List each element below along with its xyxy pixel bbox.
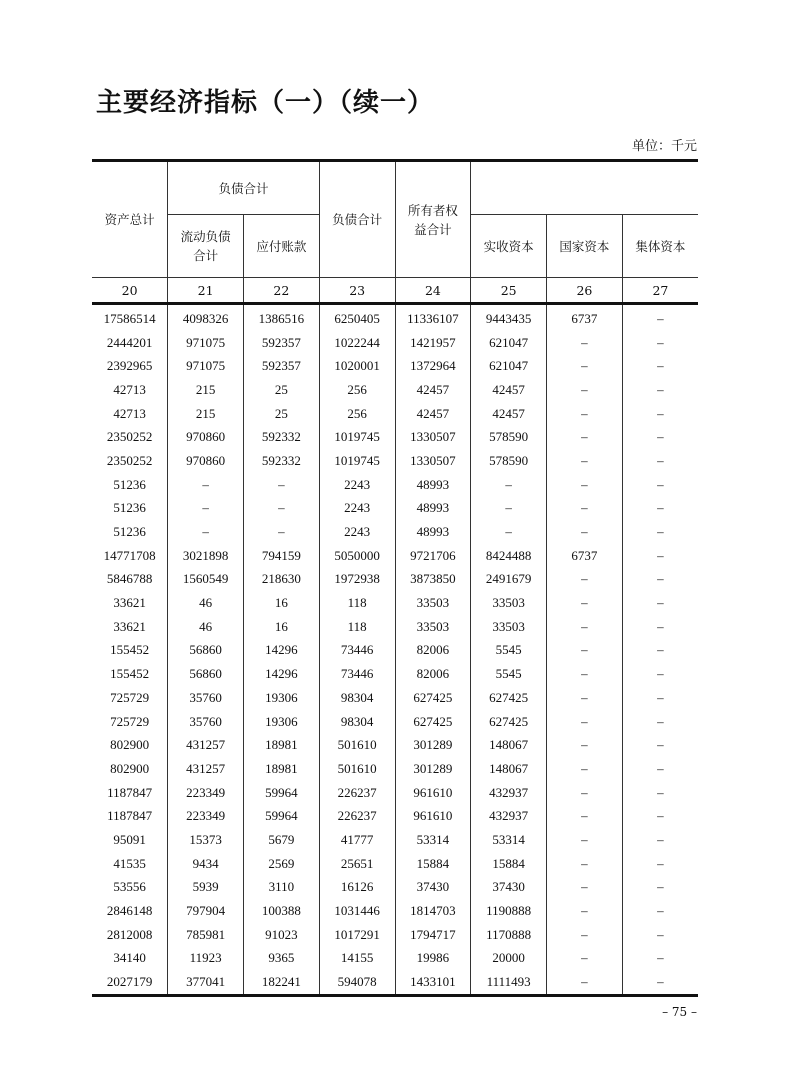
table-cell: 970860 xyxy=(168,425,244,449)
table-cell: – xyxy=(547,568,623,592)
table-cell: – xyxy=(547,733,623,757)
table-cell: 48993 xyxy=(395,473,471,497)
table-cell: 961610 xyxy=(395,781,471,805)
table-cell: 19306 xyxy=(244,710,320,734)
table-cell: 15884 xyxy=(471,852,547,876)
header-accounts-payable: 应付账款 xyxy=(244,215,320,278)
table-cell: 592332 xyxy=(244,449,320,473)
table-cell: 5545 xyxy=(471,662,547,686)
column-number: 27 xyxy=(622,278,698,304)
table-cell: 25 xyxy=(244,378,320,402)
table-cell: 797904 xyxy=(168,899,244,923)
table-cell: 73446 xyxy=(319,662,395,686)
table-cell: 33621 xyxy=(92,591,168,615)
header-state-capital: 国家资本 xyxy=(547,215,623,278)
table-cell: – xyxy=(622,757,698,781)
table-cell: 2350252 xyxy=(92,425,168,449)
table-cell: 56860 xyxy=(168,639,244,663)
header-total-liabilities: 负债合计 xyxy=(319,161,395,278)
table-row xyxy=(92,804,698,828)
column-number: 21 xyxy=(168,278,244,304)
table-cell: 82006 xyxy=(395,639,471,663)
table-cell: 578590 xyxy=(471,449,547,473)
table-row xyxy=(92,781,698,805)
column-number: 22 xyxy=(244,278,320,304)
table-cell: – xyxy=(622,804,698,828)
table-cell: 2569 xyxy=(244,852,320,876)
table-cell: 501610 xyxy=(319,757,395,781)
table-cell: – xyxy=(622,544,698,568)
table-cell: 223349 xyxy=(168,781,244,805)
table-cell: 802900 xyxy=(92,757,168,781)
table-cell: 226237 xyxy=(319,804,395,828)
table-cell: 3021898 xyxy=(168,544,244,568)
table-cell: 256 xyxy=(319,402,395,426)
table-cell: 5939 xyxy=(168,876,244,900)
table-cell: 42713 xyxy=(92,378,168,402)
table-row xyxy=(92,923,698,947)
table-cell: 1019745 xyxy=(319,425,395,449)
table-cell: 42713 xyxy=(92,402,168,426)
table-row xyxy=(92,639,698,663)
table-cell: 627425 xyxy=(395,710,471,734)
table-cell: 15884 xyxy=(395,852,471,876)
table-cell: – xyxy=(168,520,244,544)
table-cell: – xyxy=(244,497,320,521)
table-row xyxy=(92,497,698,521)
table-cell: 16126 xyxy=(319,876,395,900)
table-cell: 118 xyxy=(319,591,395,615)
table-cell: 215 xyxy=(168,402,244,426)
table-cell: – xyxy=(547,686,623,710)
table-cell: 33503 xyxy=(395,591,471,615)
table-cell: 11923 xyxy=(168,947,244,971)
table-cell: 970860 xyxy=(168,449,244,473)
table-cell: – xyxy=(547,639,623,663)
table-cell: 223349 xyxy=(168,804,244,828)
table-cell: – xyxy=(244,520,320,544)
table-cell: 25 xyxy=(244,402,320,426)
table-cell: 16 xyxy=(244,591,320,615)
header-owners-equity xyxy=(395,161,471,278)
column-number: 24 xyxy=(395,278,471,304)
table-cell: 46 xyxy=(168,591,244,615)
table-cell: 2027179 xyxy=(92,970,168,995)
table-cell: 1022244 xyxy=(319,331,395,355)
table-cell: 785981 xyxy=(168,923,244,947)
table-row xyxy=(92,331,698,355)
table-cell: 377041 xyxy=(168,970,244,995)
table-cell: 37430 xyxy=(395,876,471,900)
table-cell: – xyxy=(547,425,623,449)
table-cell: – xyxy=(547,354,623,378)
table-row xyxy=(92,520,698,544)
table-cell: 148067 xyxy=(471,733,547,757)
table-row xyxy=(92,947,698,971)
table-cell: – xyxy=(622,354,698,378)
table-cell: 2243 xyxy=(319,473,395,497)
table-cell: – xyxy=(547,331,623,355)
table-row xyxy=(92,757,698,781)
table-cell: – xyxy=(622,591,698,615)
table-row xyxy=(92,662,698,686)
table-cell: 3873850 xyxy=(395,568,471,592)
table-cell: – xyxy=(547,923,623,947)
table-cell: 592357 xyxy=(244,331,320,355)
table-cell: 578590 xyxy=(471,425,547,449)
table-cell: – xyxy=(622,733,698,757)
table-cell: – xyxy=(622,662,698,686)
table-cell: – xyxy=(622,970,698,995)
table-cell: 155452 xyxy=(92,662,168,686)
table-cell: 5679 xyxy=(244,828,320,852)
table-cell: – xyxy=(622,899,698,923)
table-cell: 33503 xyxy=(471,591,547,615)
table-cell: 1190888 xyxy=(471,899,547,923)
table-cell: – xyxy=(547,757,623,781)
table-cell: 301289 xyxy=(395,757,471,781)
table-cell: 5846788 xyxy=(92,568,168,592)
table-cell: 182241 xyxy=(244,970,320,995)
table-cell: – xyxy=(547,710,623,734)
table-cell: 53556 xyxy=(92,876,168,900)
table-cell: 594078 xyxy=(319,970,395,995)
table-cell: 2243 xyxy=(319,497,395,521)
table-row xyxy=(92,402,698,426)
table-cell: 42457 xyxy=(395,402,471,426)
table-cell: 16 xyxy=(244,615,320,639)
table-cell: 91023 xyxy=(244,923,320,947)
table-cell: – xyxy=(547,473,623,497)
table-cell: 592332 xyxy=(244,425,320,449)
table-cell: 2491679 xyxy=(471,568,547,592)
table-cell: – xyxy=(622,781,698,805)
table-cell: 14296 xyxy=(244,662,320,686)
table-cell: 35760 xyxy=(168,686,244,710)
table-cell: 1019745 xyxy=(319,449,395,473)
table-cell: 432937 xyxy=(471,804,547,828)
table-cell: – xyxy=(622,449,698,473)
table-cell: 1560549 xyxy=(168,568,244,592)
table-cell: 51236 xyxy=(92,520,168,544)
table-cell: 35760 xyxy=(168,710,244,734)
table-cell: 33503 xyxy=(471,615,547,639)
table-cell: 42457 xyxy=(395,378,471,402)
table-cell: 100388 xyxy=(244,899,320,923)
table-cell: – xyxy=(622,639,698,663)
table-cell: 14296 xyxy=(244,639,320,663)
table-cell: 56860 xyxy=(168,662,244,686)
table-cell: – xyxy=(547,852,623,876)
table-cell: 33503 xyxy=(395,615,471,639)
table-cell: – xyxy=(622,568,698,592)
header-group-capital xyxy=(471,161,698,215)
table-cell: – xyxy=(244,473,320,497)
table-cell: 2350252 xyxy=(92,449,168,473)
table-cell: 4098326 xyxy=(168,304,244,331)
table-row xyxy=(92,378,698,402)
table-cell: – xyxy=(622,615,698,639)
table-cell: – xyxy=(168,497,244,521)
table-cell: 1020001 xyxy=(319,354,395,378)
table-cell: 971075 xyxy=(168,354,244,378)
table-cell: – xyxy=(471,473,547,497)
table-cell: 971075 xyxy=(168,331,244,355)
table-row xyxy=(92,591,698,615)
table-cell: – xyxy=(622,331,698,355)
table-cell: 37430 xyxy=(471,876,547,900)
table-cell: 19306 xyxy=(244,686,320,710)
table-cell: – xyxy=(622,852,698,876)
table-cell: – xyxy=(547,876,623,900)
unit-label: 单位：千元 xyxy=(631,139,697,154)
table-cell: 5050000 xyxy=(319,544,395,568)
table-cell: 431257 xyxy=(168,757,244,781)
table-cell: 6737 xyxy=(547,544,623,568)
table-cell: – xyxy=(471,497,547,521)
header-owners-equity-label: 所有者权益合计 xyxy=(407,202,458,237)
table-cell: 18981 xyxy=(244,757,320,781)
table-cell: 1017291 xyxy=(319,923,395,947)
table-cell: 1111493 xyxy=(471,970,547,995)
table-cell: 59964 xyxy=(244,781,320,805)
table-cell: 25651 xyxy=(319,852,395,876)
table-cell: 82006 xyxy=(395,662,471,686)
table-cell: 14771708 xyxy=(92,544,168,568)
table-row xyxy=(92,473,698,497)
table-cell: – xyxy=(622,473,698,497)
table-cell: 501610 xyxy=(319,733,395,757)
table-cell: 46 xyxy=(168,615,244,639)
table-cell: – xyxy=(168,473,244,497)
table-cell: 627425 xyxy=(395,686,471,710)
table-cell: 2444201 xyxy=(92,331,168,355)
table-cell: – xyxy=(547,781,623,805)
table-cell: 98304 xyxy=(319,710,395,734)
table-cell: 15373 xyxy=(168,828,244,852)
indicators-table xyxy=(92,159,698,997)
table-cell: 301289 xyxy=(395,733,471,757)
table-cell: – xyxy=(622,923,698,947)
table-cell: 14155 xyxy=(319,947,395,971)
table-row xyxy=(92,544,698,568)
table-cell: 41777 xyxy=(319,828,395,852)
table-cell: 725729 xyxy=(92,710,168,734)
table-cell: – xyxy=(622,686,698,710)
table-cell: 5545 xyxy=(471,639,547,663)
table-cell: – xyxy=(547,520,623,544)
table-cell: 2392965 xyxy=(92,354,168,378)
table-cell: 627425 xyxy=(471,686,547,710)
table-row xyxy=(92,568,698,592)
table-cell: 51236 xyxy=(92,497,168,521)
table-cell: 215 xyxy=(168,378,244,402)
table-cell: – xyxy=(547,615,623,639)
table-cell: 53314 xyxy=(395,828,471,852)
table-cell: 42457 xyxy=(471,378,547,402)
table-cell: – xyxy=(547,378,623,402)
table-cell: – xyxy=(622,710,698,734)
header-paid-in-capital: 实收资本 xyxy=(471,215,547,278)
table-cell: 33621 xyxy=(92,615,168,639)
table-cell: – xyxy=(547,970,623,995)
table-cell: – xyxy=(547,402,623,426)
header-collective-capital: 集体资本 xyxy=(622,215,698,278)
table-cell: 73446 xyxy=(319,639,395,663)
table-cell: 6737 xyxy=(547,304,623,331)
table-cell: 2812008 xyxy=(92,923,168,947)
table-cell: – xyxy=(622,304,698,331)
table-cell: 256 xyxy=(319,378,395,402)
table-cell: 59964 xyxy=(244,804,320,828)
table-cell: 6250405 xyxy=(319,304,395,331)
table-cell: – xyxy=(547,947,623,971)
table-cell: – xyxy=(622,947,698,971)
table-cell: 95091 xyxy=(92,828,168,852)
table-cell: – xyxy=(547,591,623,615)
table-cell: – xyxy=(547,828,623,852)
table-cell: 621047 xyxy=(471,354,547,378)
table-row xyxy=(92,876,698,900)
table-cell: 98304 xyxy=(319,686,395,710)
table-cell: 961610 xyxy=(395,804,471,828)
table-cell: 118 xyxy=(319,615,395,639)
table-cell: 621047 xyxy=(471,331,547,355)
column-number: 23 xyxy=(319,278,395,304)
table-cell: 2846148 xyxy=(92,899,168,923)
table-cell: 1187847 xyxy=(92,781,168,805)
table-cell: 20000 xyxy=(471,947,547,971)
table-cell: 51236 xyxy=(92,473,168,497)
table-cell: 592357 xyxy=(244,354,320,378)
table-cell: – xyxy=(622,497,698,521)
page-number: – 75 – xyxy=(662,1005,697,1019)
table-cell: 1170888 xyxy=(471,923,547,947)
table-row xyxy=(92,615,698,639)
table-cell: 218630 xyxy=(244,568,320,592)
table-cell: 1814703 xyxy=(395,899,471,923)
table-row xyxy=(92,425,698,449)
table-cell: – xyxy=(547,899,623,923)
table-cell: – xyxy=(622,876,698,900)
table-row xyxy=(92,852,698,876)
table-cell: – xyxy=(622,425,698,449)
table-cell: 48993 xyxy=(395,520,471,544)
table-cell: 148067 xyxy=(471,757,547,781)
table-cell: – xyxy=(622,520,698,544)
table-cell: – xyxy=(547,497,623,521)
table-row xyxy=(92,449,698,473)
table-cell: 11336107 xyxy=(395,304,471,331)
table-cell: 725729 xyxy=(92,686,168,710)
table-cell: 1187847 xyxy=(92,804,168,828)
table-row xyxy=(92,354,698,378)
table-cell: 9365 xyxy=(244,947,320,971)
table-cell: 19986 xyxy=(395,947,471,971)
table-cell: 1330507 xyxy=(395,449,471,473)
table-cell: – xyxy=(547,662,623,686)
table-cell: 1433101 xyxy=(395,970,471,995)
table-cell: – xyxy=(471,520,547,544)
header-total-assets: 资产总计 xyxy=(92,161,168,278)
table-row xyxy=(92,733,698,757)
table-cell: 53314 xyxy=(471,828,547,852)
table-row xyxy=(92,899,698,923)
table-cell: 9721706 xyxy=(395,544,471,568)
table-cell: 1330507 xyxy=(395,425,471,449)
table-cell: 802900 xyxy=(92,733,168,757)
table-cell: 155452 xyxy=(92,639,168,663)
table-cell: – xyxy=(622,828,698,852)
table-cell: – xyxy=(547,449,623,473)
table-row xyxy=(92,686,698,710)
table-cell: 3110 xyxy=(244,876,320,900)
table-cell: 794159 xyxy=(244,544,320,568)
table-cell: – xyxy=(622,402,698,426)
table-cell: 627425 xyxy=(471,710,547,734)
table-cell: 41535 xyxy=(92,852,168,876)
table-cell: – xyxy=(622,378,698,402)
table-cell: 1031446 xyxy=(319,899,395,923)
table-cell: 1421957 xyxy=(395,331,471,355)
table-row xyxy=(92,710,698,734)
table-cell: 1794717 xyxy=(395,923,471,947)
table-cell: 432937 xyxy=(471,781,547,805)
table-cell: 17586514 xyxy=(92,304,168,331)
table-row xyxy=(92,970,698,995)
column-number: 20 xyxy=(92,278,168,304)
column-number: 26 xyxy=(547,278,623,304)
table-cell: 48993 xyxy=(395,497,471,521)
column-number: 25 xyxy=(471,278,547,304)
table-cell: 431257 xyxy=(168,733,244,757)
table-cell: 9443435 xyxy=(471,304,547,331)
table-cell: 8424488 xyxy=(471,544,547,568)
table-cell: 18981 xyxy=(244,733,320,757)
header-current-liabilities-label: 流动负债合计 xyxy=(180,229,231,263)
table-cell: 42457 xyxy=(471,402,547,426)
table-cell: 34140 xyxy=(92,947,168,971)
header-group-liabilities: 负债合计 xyxy=(168,161,320,215)
table-cell: 2243 xyxy=(319,520,395,544)
table-cell: – xyxy=(547,804,623,828)
table-cell: 1372964 xyxy=(395,354,471,378)
page-title: 主要经济指标（一）（续一） xyxy=(96,88,435,118)
table-cell: 9434 xyxy=(168,852,244,876)
table-cell: 1972938 xyxy=(319,568,395,592)
table-cell: 1386516 xyxy=(244,304,320,331)
table-row xyxy=(92,304,698,331)
table-row xyxy=(92,828,698,852)
header-current-liabilities xyxy=(168,215,244,278)
table-cell: 226237 xyxy=(319,781,395,805)
